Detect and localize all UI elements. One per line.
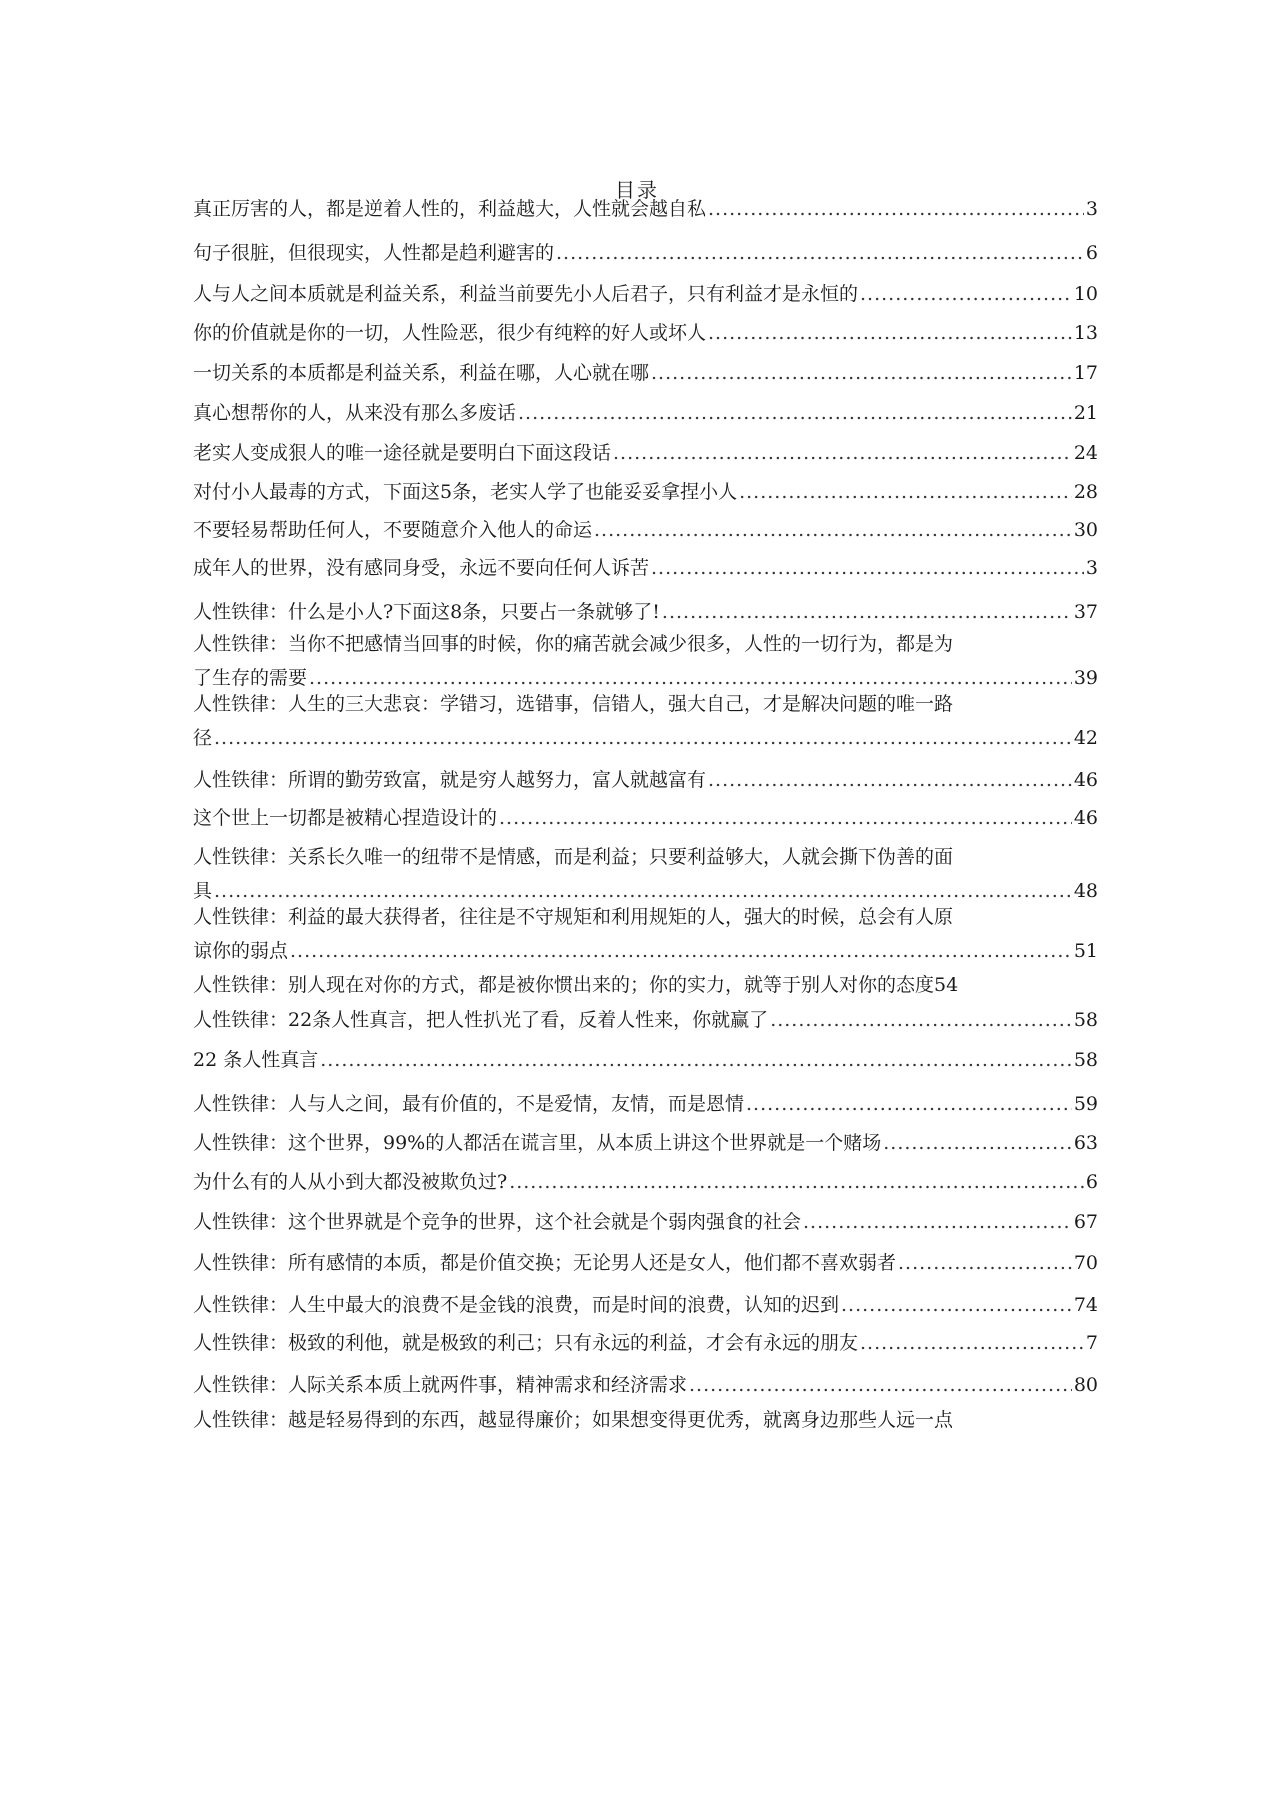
toc-entry-title-continuation: 具 <box>193 880 213 902</box>
toc-page-number: 10 <box>1073 283 1098 305</box>
toc-entry-title: 人性铁律：所有感情的本质，都是价值交换；无论男人还是女人，他们都不喜欢弱者 <box>193 1252 897 1274</box>
toc-entry[interactable] <box>193 236 1098 270</box>
toc-entry[interactable] <box>193 1003 1098 1037</box>
toc-entry[interactable] <box>193 475 1098 509</box>
toc-leader-dots <box>860 277 1072 311</box>
toc-page-number: 24 <box>1073 442 1098 464</box>
toc-entry[interactable] <box>193 1403 1098 1437</box>
toc-entry[interactable] <box>193 436 1098 470</box>
toc-leader-dots <box>594 513 1072 547</box>
toc-entry[interactable] <box>193 1205 1098 1239</box>
toc-leader-dots <box>214 721 1072 755</box>
toc-page-number: 42 <box>1073 727 1098 749</box>
toc-page-number: 7 <box>1085 1332 1098 1354</box>
toc-page-number: 39 <box>1073 667 1098 689</box>
toc-entry[interactable] <box>193 1087 1098 1121</box>
toc-entry-title-continuation: 径 <box>193 727 213 749</box>
toc-leader-dots <box>708 192 1084 226</box>
toc-page-number: 46 <box>1073 769 1098 791</box>
toc-entry-title: 人性铁律：人与人之间，最有价值的，不是爱情，友情，而是恩情 <box>193 1093 745 1115</box>
toc-entry[interactable] <box>193 356 1098 390</box>
toc-page-number: 51 <box>1073 940 1098 962</box>
toc-leader-dots <box>803 1205 1072 1239</box>
toc-entry[interactable] <box>193 1246 1098 1280</box>
toc-entry[interactable] <box>193 687 1098 755</box>
toc-entry[interactable] <box>193 396 1098 430</box>
toc-entry-title: 老实人变成狠人的唯一途径就是要明白下面这段话 <box>193 442 612 464</box>
toc-leader-dots <box>651 551 1084 585</box>
toc-entry[interactable] <box>193 1326 1098 1360</box>
toc-entry[interactable] <box>193 1126 1098 1160</box>
toc-leader-dots <box>746 1087 1072 1121</box>
toc-entry-title: 人性铁律：当你不把感情当回事的时候，你的痛苦就会减少很多，人性的一切行为，都是为 <box>193 633 954 655</box>
toc-entry-title: 真正厉害的人，都是逆着人性的，利益越大，人性就会越自私 <box>193 198 707 220</box>
toc-leader-dots <box>708 763 1072 797</box>
toc-entry[interactable] <box>193 192 1098 226</box>
toc-entry-title: 人性铁律：人生的三大悲哀：学错习，选错事，信错人，强大自己，才是解决问题的唯一路 <box>193 693 954 715</box>
toc-page-number: 30 <box>1073 519 1098 541</box>
toc-entry-title: 人性铁律：关系长久唯一的纽带不是情感，而是利益；只要利益够大，人就会撕下伪善的面 <box>193 846 954 868</box>
toc-leader-dots <box>841 1288 1072 1322</box>
toc-entry[interactable] <box>193 763 1098 797</box>
toc-page-number: 70 <box>1073 1252 1098 1274</box>
toc-page-number: 6 <box>1085 1171 1098 1193</box>
toc-entry[interactable] <box>193 1368 1098 1402</box>
toc-entry[interactable] <box>193 627 1098 695</box>
toc-entry-title: 人与人之间本质就是利益关系，利益当前要先小人后君子，只有利益才是永恒的 <box>193 283 859 305</box>
toc-leader-dots <box>898 1246 1072 1280</box>
toc-entry-title: 真心想帮你的人，从来没有那么多废话 <box>193 402 517 424</box>
toc-entry-title: 人性铁律：这个世界就是个竞争的世界，这个社会就是个弱肉强食的社会 <box>193 1211 802 1233</box>
toc-leader-dots <box>499 801 1072 835</box>
toc-title: 目录 <box>615 178 659 202</box>
toc-entry-title: 你的价值就是你的一切，人性险恶，很少有纯粹的好人或坏人 <box>193 322 707 344</box>
toc-page-number: 58 <box>1073 1049 1098 1071</box>
toc-entry-title-continuation: 谅你的弱点 <box>193 940 289 962</box>
toc-entry[interactable] <box>193 968 1098 1002</box>
toc-page-number: 28 <box>1073 481 1098 503</box>
toc-page-number: 58 <box>1073 1009 1098 1031</box>
toc-entry-title: 22 条人性真言 <box>193 1049 319 1071</box>
toc-entry[interactable] <box>193 900 1098 968</box>
toc-entry-title: 这个世上一切都是被精心捏造设计的 <box>193 807 498 829</box>
toc-entry-title: 为什么有的人从小到大都没被欺负过? <box>193 1171 508 1193</box>
toc-leader-dots <box>613 436 1072 470</box>
toc-entry[interactable] <box>193 1043 1098 1077</box>
toc-leader-dots <box>320 1043 1072 1077</box>
toc-leader-dots <box>689 1368 1072 1402</box>
toc-page-number: 67 <box>1073 1211 1098 1233</box>
toc-leader-dots <box>708 316 1072 350</box>
toc-entry-title: 一切关系的本质都是利益关系，利益在哪，人心就在哪 <box>193 362 650 384</box>
toc-page-number: 17 <box>1073 362 1098 384</box>
toc-page-number: 21 <box>1073 402 1098 424</box>
toc-entry[interactable] <box>193 513 1098 547</box>
toc-page-number: 13 <box>1073 322 1098 344</box>
toc-entry-title: 句子很脏，但很现实，人性都是趋利避害的 <box>193 242 555 264</box>
toc-entry[interactable] <box>193 840 1098 908</box>
toc-entry[interactable] <box>193 277 1098 311</box>
toc-entry-title: 人性铁律：这个世界，99%的人都活在谎言里，从本质上讲这个世界就是一个赌场 <box>193 1132 882 1154</box>
toc-leader-dots <box>518 396 1072 430</box>
toc-leader-dots <box>662 595 1072 629</box>
toc-entry[interactable] <box>193 1288 1098 1322</box>
toc-page-number: 59 <box>1073 1093 1098 1115</box>
toc-leader-dots <box>883 1126 1072 1160</box>
toc-leader-dots <box>651 356 1072 390</box>
toc-leader-dots <box>556 236 1084 270</box>
toc-page-number: 54 <box>934 974 959 996</box>
toc-entry-title-continuation: 了生存的需要 <box>193 667 308 689</box>
toc-entry-title: 人性铁律：所谓的勤劳致富，就是穷人越努力，富人就越富有 <box>193 769 707 791</box>
toc-page-number: 63 <box>1073 1132 1098 1154</box>
toc-entry-title: 对付小人最毒的方式，下面这5条，老实人学了也能妥妥拿捏小人 <box>193 481 738 503</box>
toc-entry-title: 人性铁律：人际关系本质上就两件事，精神需求和经济需求 <box>193 1374 688 1396</box>
toc-entry-title: 人性铁律：极致的利他，就是极致的利己；只有永远的利益，才会有永远的朋友 <box>193 1332 859 1354</box>
toc-page-number: 74 <box>1073 1294 1098 1316</box>
toc-page-number: 3 <box>1085 198 1098 220</box>
toc-entry-title: 人性铁律：人生中最大的浪费不是金钱的浪费，而是时间的浪费，认知的迟到 <box>193 1294 840 1316</box>
toc-entry-title: 人性铁律：利益的最大获得者，往往是不守规矩和利用规矩的人，强大的时候，总会有人原 <box>193 906 954 928</box>
toc-entry[interactable] <box>193 551 1098 585</box>
toc-entry-title: 不要轻易帮助任何人，不要随意介入他人的命运 <box>193 519 593 541</box>
toc-entry[interactable] <box>193 595 1098 629</box>
toc-page-number: 37 <box>1073 601 1098 623</box>
toc-leader-dots <box>509 1165 1084 1199</box>
toc-page-number: 46 <box>1073 807 1098 829</box>
toc-entry[interactable] <box>193 1165 1098 1199</box>
toc-leader-dots <box>770 1003 1072 1037</box>
toc-entry-title: 成年人的世界，没有感同身受，永远不要向任何人诉苦 <box>193 557 650 579</box>
toc-entry-title: 人性铁律：越是轻易得到的东西，越显得廉价；如果想变得更优秀，就离身边那些人远一点 <box>193 1409 954 1431</box>
toc-leader-dots <box>860 1326 1084 1360</box>
toc-entry[interactable] <box>193 801 1098 835</box>
toc-leader-dots <box>290 934 1072 968</box>
toc-page-number: 3 <box>1085 557 1098 579</box>
toc-entry-title: 人性铁律：别人现在对你的方式，都是被你惯出来的；你的实力，就等于别人对你的态度 <box>193 974 935 996</box>
toc-entry[interactable] <box>193 316 1098 350</box>
toc-page-number: 80 <box>1073 1374 1098 1396</box>
toc-page-number: 6 <box>1085 242 1098 264</box>
toc-page-number: 48 <box>1073 880 1098 902</box>
toc-entry-title: 人性铁律：什么是小人?下面这8条，只要占一条就够了! <box>193 601 660 623</box>
toc-leader-dots <box>739 475 1072 509</box>
toc-entry-title: 人性铁律：22条人性真言，把人性扒光了看，反着人性来，你就赢了 <box>193 1009 769 1031</box>
